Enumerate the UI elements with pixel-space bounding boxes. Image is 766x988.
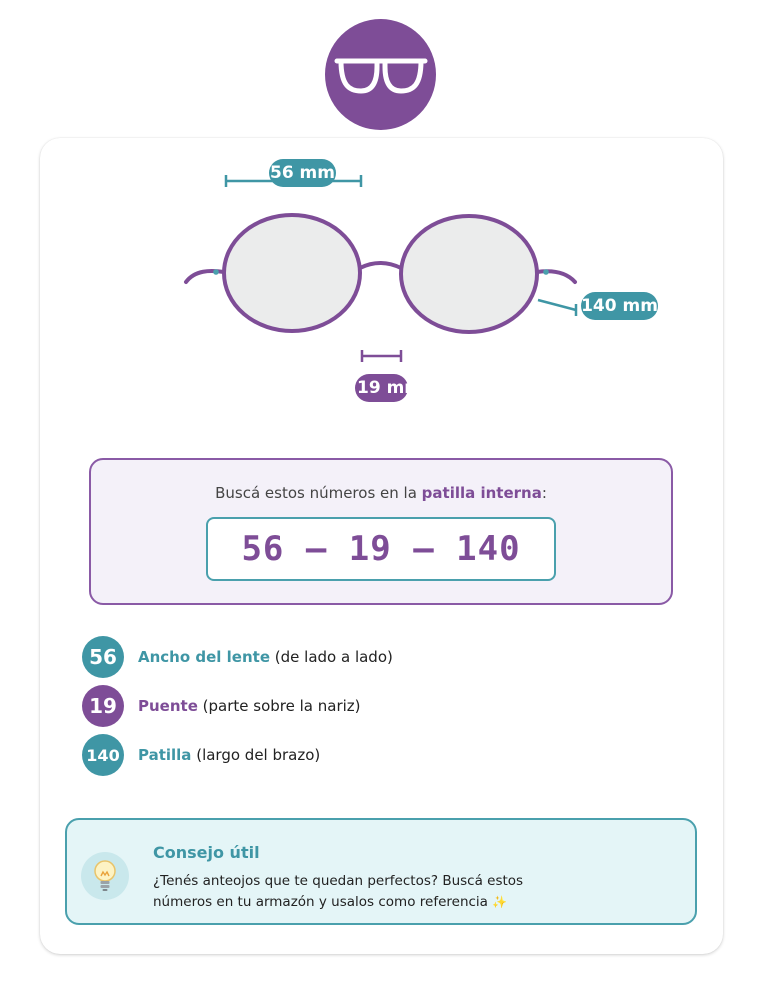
sparkle-icon: ✨ xyxy=(492,895,508,909)
info-suffix: : xyxy=(541,484,547,502)
tip-line-2: números en tu armazón y usalos como referencia ✨ xyxy=(153,894,508,910)
legend-title: Ancho del lente xyxy=(138,648,270,666)
info-prefix: Buscá estos números en la xyxy=(215,484,422,502)
left-lens xyxy=(224,215,360,331)
right-lens xyxy=(401,216,537,332)
legend-desc: (largo del brazo) xyxy=(196,746,321,764)
bridge-dimension xyxy=(362,350,401,362)
glasses-icon-badge xyxy=(325,19,436,130)
info-highlight: patilla interna xyxy=(421,484,542,502)
legend-badge: 19 xyxy=(82,685,124,727)
left-hinge xyxy=(213,269,219,275)
legend-text xyxy=(138,746,320,764)
temple-length-label: 140 mm xyxy=(581,292,658,320)
legend-text xyxy=(138,648,393,666)
legend-item-lens-width xyxy=(82,635,393,679)
tip-body xyxy=(153,871,573,913)
legend-title: Patilla xyxy=(138,746,192,764)
legend-badge: 56 xyxy=(82,636,124,678)
info-box xyxy=(89,458,673,605)
right-hinge xyxy=(543,269,549,275)
legend-text xyxy=(138,697,361,715)
legend-item-bridge xyxy=(82,684,361,728)
temple-dimension xyxy=(538,300,576,316)
tip-line-1: ¿Tenés anteojos que te quedan perfectos? Buscá estos xyxy=(153,873,524,889)
legend-title: Puente xyxy=(138,697,198,715)
bridge-width-label: 19 mm xyxy=(355,374,408,402)
legend-desc: (de lado a lado) xyxy=(274,648,393,666)
tip-box xyxy=(65,818,697,925)
lightbulb-icon xyxy=(81,852,129,900)
glasses-icon xyxy=(333,55,429,95)
size-code: 56 – 19 – 140 xyxy=(206,517,556,581)
legend-desc: (parte sobre la nariz) xyxy=(202,697,361,715)
lens-width-label: 56 mm xyxy=(269,159,336,187)
right-temple xyxy=(537,271,575,282)
legend-item-temple xyxy=(82,733,320,777)
legend-badge: 140 xyxy=(82,734,124,776)
bridge xyxy=(360,263,401,268)
info-text xyxy=(91,484,671,502)
tip-title: Consejo útil xyxy=(153,843,260,862)
